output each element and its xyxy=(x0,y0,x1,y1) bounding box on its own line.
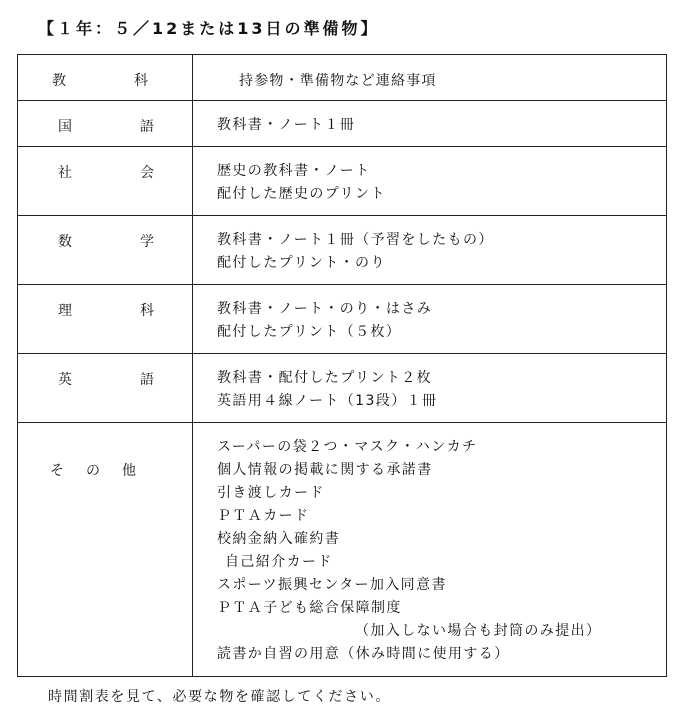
table-row xyxy=(18,285,667,354)
subject-header-char: 教 xyxy=(52,73,66,89)
item-line: 自己紹介カード xyxy=(225,554,333,570)
subject-char: 語 xyxy=(140,372,154,388)
table-row xyxy=(18,216,667,285)
subject-char: そ xyxy=(50,463,64,479)
subject-char: 会 xyxy=(140,165,154,181)
item-line: 教科書・配付したプリント２枚 xyxy=(217,370,433,386)
subject-cell xyxy=(18,423,193,677)
supplies-table xyxy=(17,54,667,677)
item-line: ＰＴＡ子ども総合保障制度 xyxy=(217,600,402,616)
subject-cell xyxy=(18,285,193,354)
item-line: 配付したプリント・のり xyxy=(217,255,386,271)
subject-char: 英 xyxy=(58,372,72,388)
table-row xyxy=(18,354,667,423)
table-row xyxy=(18,147,667,216)
items-cell xyxy=(193,285,667,354)
item-line: 引き渡しカード xyxy=(217,485,325,501)
subject-char: 学 xyxy=(140,234,154,250)
items-cell xyxy=(193,147,667,216)
subject-char: 科 xyxy=(140,303,154,319)
items-cell xyxy=(193,101,667,147)
item-line: 教科書・ノート・のり・はさみ xyxy=(217,301,433,317)
subject-char: 数 xyxy=(58,234,72,250)
subject-cell xyxy=(18,147,193,216)
item-line: 教科書・ノート１冊（予習をしたもの） xyxy=(217,232,494,248)
item-line: 英語用４線ノート（13段）１冊 xyxy=(217,393,438,409)
subject-cell xyxy=(18,216,193,285)
subject-header-cell xyxy=(18,55,193,101)
table-header-row xyxy=(18,55,667,101)
subject-char: の xyxy=(86,463,100,479)
subject-cell xyxy=(18,354,193,423)
item-line: 読書か自習の用意（休み時間に使用する） xyxy=(217,646,510,662)
items-cell xyxy=(193,423,667,677)
item-line: ＰＴＡカード xyxy=(217,508,310,524)
page-title: 【１年：５／12または13日の準備物】 xyxy=(38,19,380,38)
subject-char: 国 xyxy=(58,119,72,135)
item-line: 配付したプリント（５枚） xyxy=(217,324,402,340)
items-header-label: 持参物・準備物など連絡事項 xyxy=(239,73,437,89)
item-line: 個人情報の掲載に関する承諾書 xyxy=(217,462,433,478)
table-row xyxy=(18,101,667,147)
items-cell xyxy=(193,354,667,423)
subject-char: 理 xyxy=(58,303,72,319)
subject-header-char: 科 xyxy=(134,73,148,89)
items-header-cell xyxy=(193,55,667,101)
table-row xyxy=(18,423,667,677)
item-line: 配付した歴史のプリント xyxy=(217,186,386,202)
items-cell xyxy=(193,216,667,285)
item-line: スーパーの袋２つ・マスク・ハンカチ xyxy=(217,439,478,455)
subject-char: 語 xyxy=(140,119,154,135)
subject-char: 他 xyxy=(122,463,136,479)
item-line: 校納金納入確約書 xyxy=(217,531,341,547)
item-line: 歴史の教科書・ノート xyxy=(217,163,371,179)
footer-note: 時間割表を見て、必要な物を確認してください。 xyxy=(48,689,391,705)
subject-char: 社 xyxy=(58,165,72,181)
item-line: 教科書・ノート１冊 xyxy=(217,117,356,133)
subject-cell xyxy=(18,101,193,147)
item-line: （加入しない場合も封筒のみ提出） xyxy=(355,623,602,639)
item-line: スポーツ振興センター加入同意書 xyxy=(217,577,447,593)
